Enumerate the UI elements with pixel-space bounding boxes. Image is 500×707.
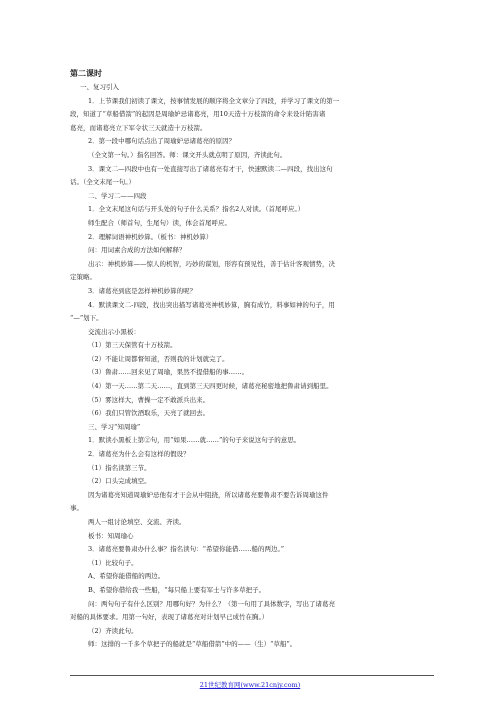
text-line: 1．全文末尾这句话与开头处的句子什么关系？指名2人对读。（首尾呼应。） [88,205,305,214]
text-line: 3．诸葛亮要鲁肃办什么事？指名读句：“希望你能借……船的两边。” [88,545,285,554]
text-line: 话。（全文末尾一句。） [70,178,135,187]
text-line: 2．第一段中哪句话点出了周瑜妒忌诸葛亮的原因？ [88,137,236,146]
text-line: 1．默读小黑板上第②句，用“如果……就……”的句子来说这句子的意思。 [88,436,301,445]
document-body [70,68,434,652]
text-line: （2）齐读此句。 [88,626,138,635]
text-line: “—”划下。 [70,314,103,323]
text-line: 对船的具体要求。用第一句好，表现了诸葛亮对计划早已成竹在胸。） [70,613,269,622]
text-line: 三、学习“知周瑜” [88,422,141,431]
text-line: 段，知道了“草船借箭”的起因是周瑜妒忌诸葛亮，用10天造十万枝箭的命令来设计陷害诸 [70,110,326,119]
text-line: 因为诸葛亮知道周瑜妒忌他有才干会从中阻挠，所以诸葛亮要鲁肃不要告诉周瑜这件 [88,490,329,499]
text-line: 板书：知周瑜心 [88,531,134,540]
text-line: 二、学习二——四段 [88,191,147,200]
text-line: 问：两句句子有什么区别？用哪句好？为什么？（第一句用了具体数字，写出了诸葛亮 [88,599,335,608]
text-line: 2．理解词语神机妙算。（板书：神机妙算） [88,232,213,241]
lesson-title: 第二课时 [70,69,102,78]
text-line: 师：这排的一千多个草把子的船就是“草船借箭”中的——（生）“草船”。 [88,640,297,649]
text-line: 3．诸葛亮到底是怎样神机妙算的呢？ [88,286,197,295]
text-line: 4．默读课文二-四段，找出突出描写诸葛亮神机妙算，胸有成竹，料事如神的句子，用 [88,300,335,309]
text-line: 葛亮，而诸葛亮立下军令状三天就造十万枝箭。 [70,123,207,132]
text-line: （2）不能让周都督知道，否则我的计划就完了。 [88,354,229,363]
text-line: （1）指名读第三节。 [88,463,151,472]
text-line: （4）第一天……第二天……，直到第三天四更时候，诸葛亮秘密地把鲁肃请到船里。 [88,382,333,391]
text-line: （6）我们只管饮酒取乐，天亮了就回去。 [88,409,210,418]
text-line: （3）鲁肃……回来见了周瑜，果然不提借船的事……。 [88,368,249,377]
text-line: （5）雾这样大，曹操一定不敢派兵出来。 [88,395,210,404]
text-line: 出示：神机妙算——惊人的机智，巧妙的谋划，形容有预见性，善于估计客观情势，决 [88,259,335,268]
text-line: 问：用词素合成的方法如何解释？ [88,246,186,255]
text-line: B、希望你借给我一些船，“每只船上要有军士与许多草把子。 [88,585,266,594]
text-line: 定策略。 [70,273,96,282]
text-line: 一、复习引入 [80,83,119,91]
text-line: 事。 [70,504,83,513]
text-line: 3．课文二—四段中也有一处直接写出了诸葛亮有才干，快速默读二—四段，找出这句 [88,164,333,173]
text-line: 师生配合（师首句，生尾句）读，体会首尾呼应。 [88,218,231,227]
text-line: （全文第一句。）指名回答。师：课文开头就点明了原因，齐读此句。 [88,150,287,159]
text-line: A、希望你能借船的两边。 [88,572,165,581]
text-line: （1）比较句子。 [88,558,138,567]
footer-link[interactable]: 21世纪教育网(www.21cnjy.com) [199,681,301,689]
text-line: 交流出示小黑板： [88,327,140,336]
text-line: 2．诸葛亮为什么会有这样的假设？ [88,450,190,459]
text-line: 1．上节课我们初读了课文，按事情发展的顺序将全文章分了四段，并学习了课文的第一 [88,96,340,105]
text-line: （2）口头完成填空。 [88,477,151,486]
text-line: （1）第三天保管有十万枝箭。 [88,341,177,350]
text-lines [70,81,434,652]
footer-divider [70,675,434,676]
text-line: 两人一组讨论填空、交流、齐读。 [88,518,186,526]
